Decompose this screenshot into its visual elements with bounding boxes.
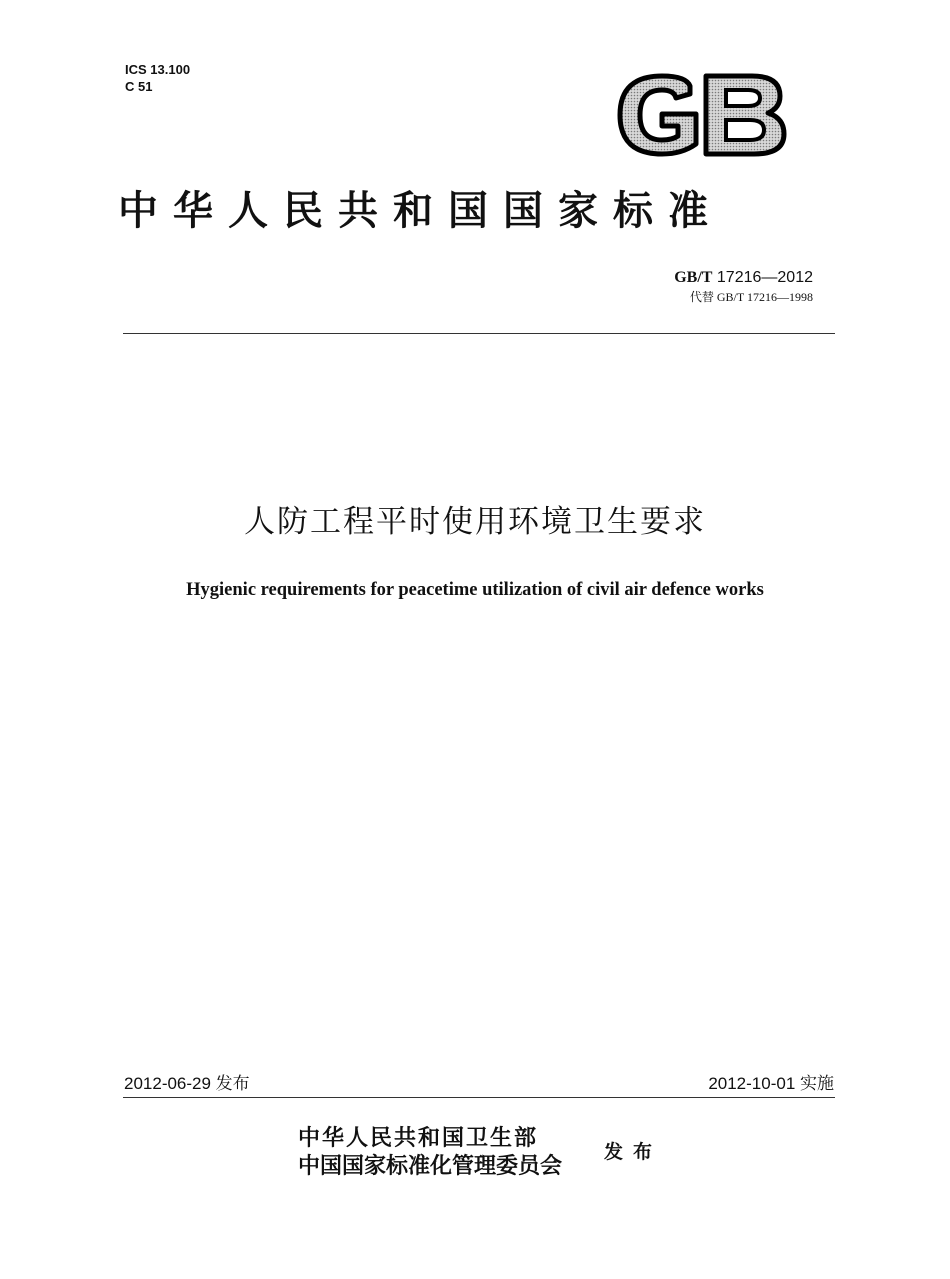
- issue-date: 2012-06-29 发布: [124, 1074, 250, 1093]
- ccs-code: C 51: [125, 79, 153, 94]
- standard-code: 17216—2012: [716, 269, 813, 286]
- issuer-standardization-administration: 中国国家标准化管理委员会: [298, 1153, 563, 1179]
- chinese-title: 人防工程平时使用环境卫生要求: [244, 504, 706, 540]
- replaces-standard: 代替 GB/T 17216—1998: [689, 290, 813, 304]
- gb-logo-icon: [612, 70, 792, 160]
- standard-number: [674, 268, 813, 288]
- top-divider: [123, 333, 835, 334]
- publish-label: 发布: [604, 1141, 663, 1163]
- standard-prefix: GB/T: [674, 269, 713, 286]
- national-standard-title: 中华人民共和国国家标准: [118, 187, 723, 234]
- implementation-date: 2012-10-01 实施: [708, 1074, 834, 1093]
- english-title: Hygienic requirements for peacetime utilization of civil air defence works: [186, 580, 764, 600]
- bottom-divider: [123, 1097, 835, 1098]
- issuer-ministry-of-health: 中华人民共和国卫生部: [298, 1125, 539, 1151]
- ics-code: ICS 13.100: [125, 62, 191, 77]
